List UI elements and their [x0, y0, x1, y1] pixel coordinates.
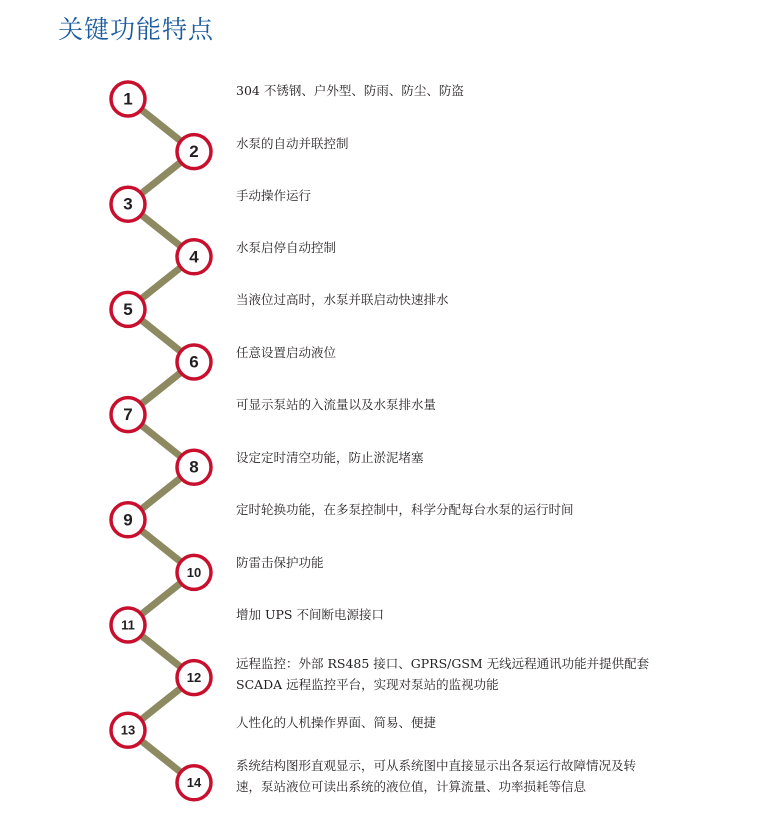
feature-text-line: 速，泵站液位可读出系统的液位值，计算流量、功率损耗等信息 [236, 779, 587, 794]
badge-number: 1 [123, 89, 133, 109]
feature-item-8 [236, 447, 424, 468]
feature-item-6 [236, 342, 336, 363]
number-badge-13 [111, 713, 145, 747]
badge-number: 9 [123, 510, 133, 530]
feature-text: 可显示泵站的入流量以及水泵排水量 [236, 397, 437, 412]
page-title: 关键功能特点 [58, 15, 215, 44]
feature-item-9 [236, 499, 574, 520]
number-badge-3 [111, 187, 145, 221]
feature-item-7 [236, 394, 436, 415]
number-badge-14 [177, 766, 211, 800]
badge-number: 14 [186, 775, 202, 791]
number-badge-7 [111, 398, 145, 432]
feature-text: 当液位过高时，水泵并联启动快速排水 [236, 292, 449, 307]
number-badge-8 [177, 450, 211, 484]
badge-number: 6 [189, 352, 199, 372]
feature-item-10 [236, 552, 324, 573]
feature-text: 水泵启停自动控制 [236, 240, 337, 255]
badge-number: 10 [186, 564, 202, 580]
number-badge-6 [177, 345, 211, 379]
feature-item-12 [236, 653, 649, 695]
number-badge-2 [177, 135, 211, 169]
badge-number: 12 [186, 670, 202, 686]
feature-text: 设定定时清空功能，防止淤泥堵塞 [236, 450, 424, 465]
feature-text-line: SCADA 远程监控平台，实现对泵站的监视功能 [236, 677, 499, 692]
feature-item-11 [236, 604, 384, 625]
feature-text: 增加 UPS 不间断电源接口 [236, 607, 384, 622]
number-badge-9 [111, 503, 145, 537]
feature-item-3 [236, 185, 311, 206]
feature-text: 任意设置启动液位 [236, 345, 337, 360]
badge-number: 4 [189, 247, 199, 267]
feature-text: 人性化的人机操作界面、简易、便捷 [236, 715, 437, 730]
feature-item-1 [236, 80, 464, 101]
number-badge-11 [111, 608, 145, 642]
badge-number: 7 [123, 405, 133, 425]
feature-text: 防雷击保护功能 [236, 555, 324, 570]
number-badge-4 [177, 240, 211, 274]
feature-item-4 [236, 237, 336, 258]
feature-item-13 [236, 712, 436, 733]
badge-number: 5 [123, 299, 133, 319]
feature-item-2 [236, 133, 349, 154]
feature-item-14 [236, 755, 636, 797]
badge-number: 13 [120, 722, 136, 738]
feature-text: 手动操作运行 [236, 188, 312, 203]
badge-number: 11 [121, 617, 135, 633]
number-badge-12 [177, 661, 211, 695]
number-badge-1 [111, 82, 145, 116]
feature-text: 304 不锈钢、户外型、防雨、防尘、防盗 [236, 83, 464, 98]
feature-text: 水泵的自动并联控制 [236, 136, 349, 151]
feature-text: 定时轮换功能，在多泵控制中，科学分配每台水泵的运行时间 [236, 502, 574, 517]
badge-number: 2 [189, 142, 199, 162]
feature-item-5 [236, 289, 449, 310]
badge-number: 8 [189, 457, 199, 477]
number-badge-10 [177, 555, 211, 589]
badge-number: 3 [123, 194, 133, 214]
feature-text-line: 系统结构图形直观显示，可从系统图中直接显示出各泵运行故障情况及转 [236, 758, 637, 773]
feature-text-line: 远程监控：外部 RS485 接口、GPRS/GSM 无线远程通讯功能并提供配套 [236, 656, 650, 671]
number-badge-5 [111, 292, 145, 326]
